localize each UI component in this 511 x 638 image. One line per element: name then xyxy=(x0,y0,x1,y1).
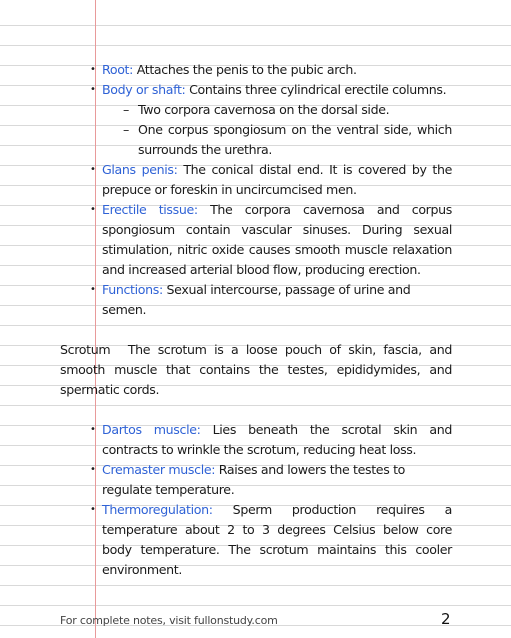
page-number: 2 xyxy=(441,610,451,628)
list-item-functions xyxy=(102,280,452,320)
scrotum-description: The scrotum is a loose pouch of skin, fascia, and smooth muscle that contains the testes, epididymides, and spermatic cords. xyxy=(60,342,452,397)
list-item-dartos-muscle xyxy=(102,420,452,460)
text-erectile-tissue: The corpora cavernosa and corpus spongiosum contain vascular sinuses. During sexual stimulation, nitric oxide causes smooth muscle relaxation and increased arterial blood flow, producing erection. xyxy=(102,202,452,277)
list-item-cremaster-muscle xyxy=(102,460,452,500)
shaft-sub-list xyxy=(102,100,452,160)
list-item-thermoregulation xyxy=(102,500,452,580)
term-glans-penis: Glans penis: xyxy=(102,162,178,177)
footer-note: For complete notes, visit fullonstudy.com xyxy=(60,614,278,627)
text-thermoregulation: Sperm production requires a temperature about 2 to 3 degrees Celsius below core body temperature. The scrotum maintains this cooler environment. xyxy=(102,502,453,577)
text-root: Attaches the penis to the pubic arch. xyxy=(136,62,357,77)
term-erectile-tissue: Erectile tissue: xyxy=(102,202,198,217)
term-root: Root: xyxy=(102,62,134,77)
scrotum-paragraph xyxy=(60,340,452,400)
sub-item-corpora-cavernosa: – Two corpora cavernosa on the dorsal side. xyxy=(138,100,452,120)
list-item-body-or-shaft xyxy=(102,80,452,160)
list-item-erectile-tissue xyxy=(102,200,452,280)
term-functions: Functions: xyxy=(102,282,163,297)
term-thermoregulation: Thermoregulation: xyxy=(102,502,213,517)
text-dartos-muscle: Lies beneath the scrotal skin and contracts to wrinkle the scrotum, reducing heat loss. xyxy=(102,422,452,457)
text-glans-penis: The conical distal end. It is covered by the prepuce or foreskin in uncircumcised men. xyxy=(102,162,452,197)
penis-bullet-list xyxy=(60,60,452,320)
sub-item-corpus-spongiosum: – One corpus spongiosum on the ventral side, which surrounds the urethra. xyxy=(138,120,452,160)
list-item-root xyxy=(102,60,452,80)
text-functions: Sexual intercourse, passage of urine and semen. xyxy=(102,282,411,317)
scrotum-heading: Scrotum xyxy=(60,342,111,357)
term-body-or-shaft: Body or shaft: xyxy=(102,82,186,97)
text-cremaster-muscle: Raises and lowers the testes to regulate temperature. xyxy=(102,462,406,497)
text-body-or-shaft: Contains three cylindrical erectile columns. xyxy=(189,82,447,97)
notes-content xyxy=(60,60,452,580)
list-item-glans-penis xyxy=(102,160,452,200)
term-cremaster-muscle: Cremaster muscle: xyxy=(102,462,216,477)
scrotum-bullet-list xyxy=(60,420,452,580)
term-dartos-muscle: Dartos muscle: xyxy=(102,422,201,437)
